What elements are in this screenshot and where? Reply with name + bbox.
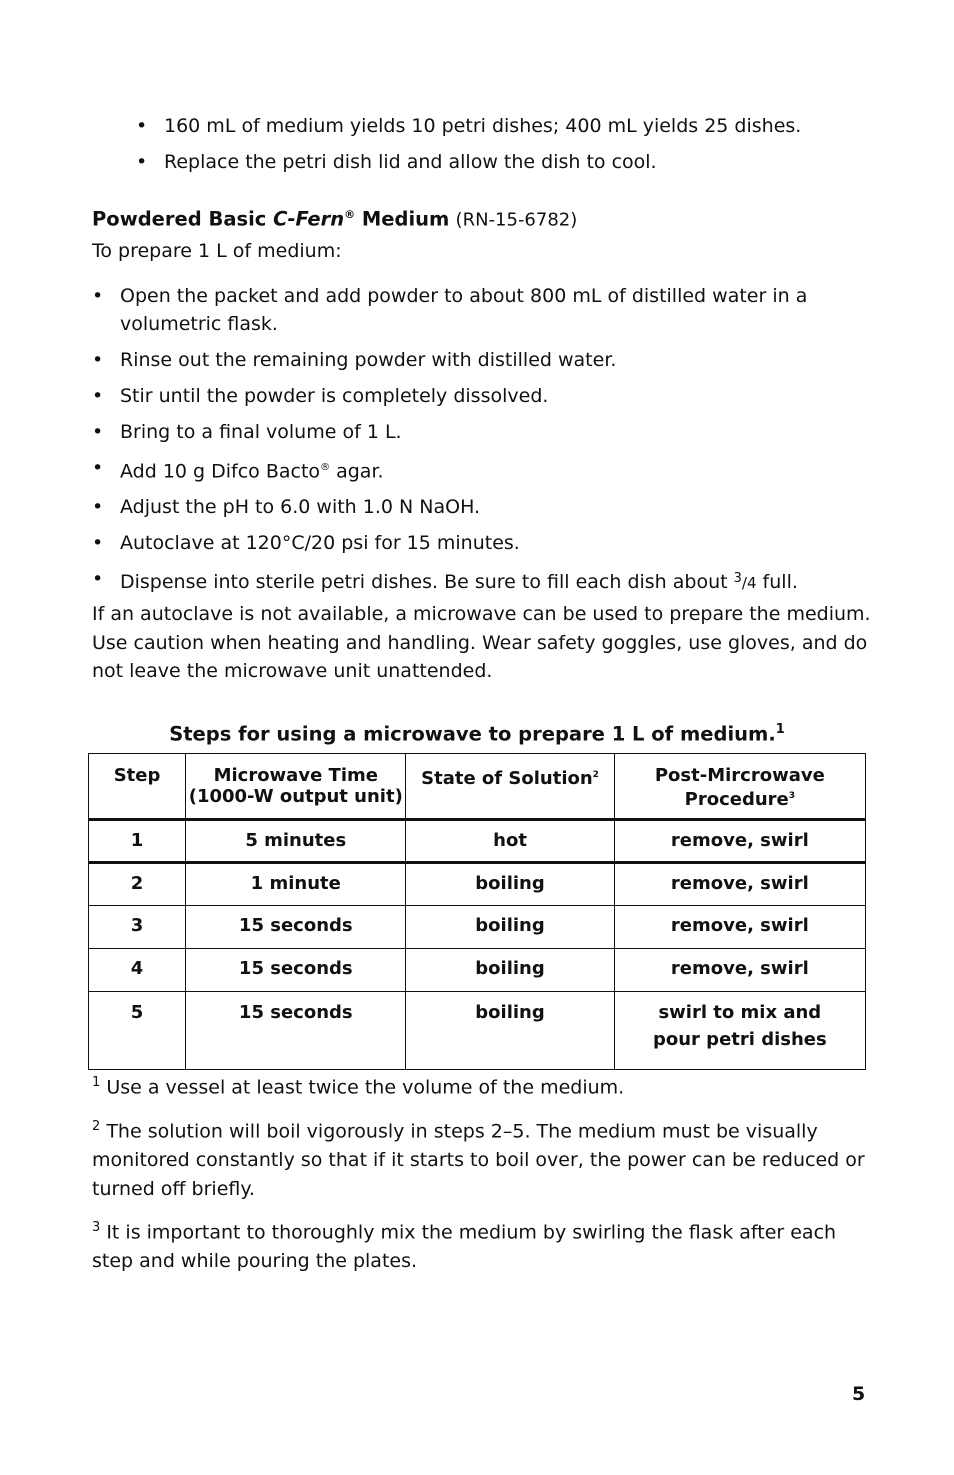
table-title-text: Steps for using a microwave to prepare 1 L of medium. (169, 722, 776, 746)
list-item (92, 565, 872, 597)
top-bullet-list (136, 112, 896, 184)
cell-time: 15 seconds (186, 949, 406, 992)
list-item-text: Adjust the pH to 6.0 with 1.0 N NaOH. (120, 496, 481, 519)
cell-step: 3 (89, 906, 186, 949)
bullet-icon: • (136, 115, 148, 137)
list-item (92, 418, 872, 446)
list-item-text: full. (756, 571, 798, 594)
list-item-text: 160 mL of medium yields 10 petri dishes; 400 mL yields 25 dishes. (164, 115, 802, 137)
cell-time: 1 minute (186, 863, 406, 906)
cell-step: 4 (89, 949, 186, 992)
footnote-text: Use a vessel at least twice the volume of the medium. (100, 1076, 625, 1099)
cell-procedure: remove, swirl (614, 820, 865, 863)
table-row (89, 820, 866, 863)
bullet-icon: • (92, 496, 104, 519)
cell-state: boiling (406, 863, 614, 906)
microwave-steps-table (88, 753, 866, 1070)
table-row (89, 906, 866, 949)
column-header-time (186, 754, 406, 820)
list-item-text: Bring to a final volume of 1 L. (120, 421, 402, 443)
table-row (89, 992, 866, 1070)
cell-state: boiling (406, 906, 614, 949)
cell-state: hot (406, 820, 614, 863)
footnote-text: It is important to thoroughly mix the medium by swirling the flask after each step and while pouring the plates. (92, 1221, 837, 1273)
registered-mark: ® (344, 208, 356, 221)
cell-time: 15 seconds (186, 992, 406, 1070)
cell-state: boiling (406, 992, 614, 1070)
footnote-ref: 3 (788, 791, 796, 801)
header-text: Microwave Time (213, 765, 378, 786)
intro-text: To prepare 1 L of medium: (92, 240, 342, 262)
list-item (92, 493, 872, 521)
column-header-step (89, 754, 186, 820)
cell-step: 2 (89, 863, 186, 906)
bullet-icon: • (136, 151, 148, 173)
cell-procedure: remove, swirl (614, 863, 865, 906)
bullet-icon: • (92, 385, 104, 407)
list-item (92, 382, 872, 410)
list-item (136, 112, 896, 140)
list-item-text: agar. (330, 460, 384, 483)
heading-brand: C-Fern (273, 207, 345, 231)
cell-procedure: remove, swirl (614, 906, 865, 949)
cell-procedure-line: swirl to mix and (658, 1002, 822, 1023)
header-text: Post-Mircrowave (654, 765, 825, 786)
bullet-icon: • (92, 421, 104, 443)
section-heading (92, 201, 577, 235)
bullet-icon: • (92, 457, 104, 479)
cell-time: 5 minutes (186, 820, 406, 863)
footnote-1 (92, 1068, 872, 1102)
header-text: Procedure (684, 789, 789, 810)
cell-procedure (614, 992, 865, 1070)
cell-step: 5 (89, 992, 186, 1070)
list-item-text: Open the packet and add powder to about 800 mL of distilled water in a volumetric flask. (120, 285, 808, 335)
cell-state: boiling (406, 949, 614, 992)
footnote-ref: 1 (775, 722, 785, 737)
list-item (136, 148, 896, 176)
page-number: 5 (852, 1383, 866, 1405)
product-code: (RN-15-6782) (455, 209, 578, 231)
list-item-text: Rinse out the remaining powder with distilled water. (120, 349, 617, 371)
list-item (92, 346, 872, 374)
cell-time: 15 seconds (186, 906, 406, 949)
list-item-text: Replace the petri dish lid and allow the dish to cool. (164, 151, 657, 173)
fraction-denominator: /4 (741, 574, 757, 593)
footnote-3 (92, 1213, 872, 1276)
table-row (89, 949, 866, 992)
fraction-numerator: 3 (733, 571, 742, 587)
footnote-mark: 2 (92, 1119, 101, 1134)
heading-suffix: Medium (355, 207, 450, 231)
table-row (89, 863, 866, 906)
list-item (92, 529, 872, 557)
header-text: State of Solution (421, 768, 593, 789)
list-item-text: Dispense into sterile petri dishes. Be sure to fill each dish about (120, 571, 734, 594)
list-item-text: Add 10 g Difco Bacto (120, 460, 321, 483)
footnote-mark: 1 (92, 1075, 101, 1090)
procedure-list (92, 282, 872, 605)
header-text: (1000-W output unit) (188, 786, 403, 807)
list-item-text: Stir until the powder is completely dissolved. (120, 385, 549, 407)
cell-procedure-line: pour petri dishes (652, 1029, 827, 1050)
fraction (733, 571, 757, 593)
footnote-2 (92, 1112, 872, 1204)
bullet-icon: • (92, 568, 104, 591)
bullet-icon: • (92, 532, 104, 555)
bullet-icon: • (92, 349, 104, 371)
column-header-procedure (614, 754, 865, 820)
cell-procedure: remove, swirl (614, 949, 865, 992)
list-item-text: Autoclave at 120°C/20 psi for 15 minutes. (120, 532, 520, 555)
bullet-icon: • (92, 285, 104, 307)
caution-paragraph: If an autoclave is not available, a microwave can be used to prepare the medium. Use caution when heating and handling. Wear safety goggles, use gloves, and do not leave the microwave unit unattended. (92, 603, 871, 682)
table-header-row (89, 754, 866, 820)
footnote-text: The solution will boil vigorously in steps 2–5. The medium must be visually monitored constantly so that if it starts to boil over, the power can be reduced or turned off briefly. (92, 1120, 865, 1201)
header-text: Step (113, 765, 161, 786)
list-item (92, 282, 872, 338)
footnote-mark: 3 (92, 1220, 101, 1235)
registered-mark: ® (320, 462, 331, 473)
footnote-ref: 2 (592, 770, 599, 780)
cell-step: 1 (89, 820, 186, 863)
column-header-state (406, 754, 614, 820)
heading-prefix: Powdered Basic (92, 207, 274, 231)
table-title (88, 715, 866, 750)
list-item (92, 454, 872, 485)
